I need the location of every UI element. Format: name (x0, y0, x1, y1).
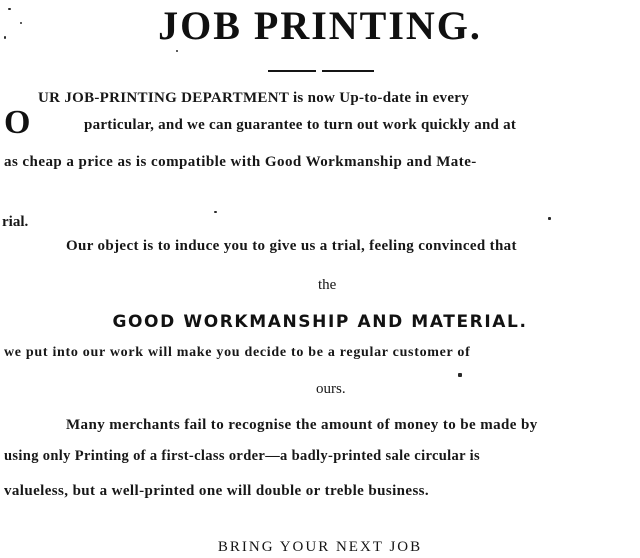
paragraph-1-line-1-text: UR JOB-PRINTING DEPARTMENT is now Up-to-date in every (38, 90, 470, 106)
print-speck (176, 50, 178, 52)
paragraph-4-line-2: using only Printing of a first-class order—a badly-printed sale circular is (4, 448, 481, 464)
paragraph-3-line-2: ours. (316, 381, 346, 397)
paragraph-1-line-4: rial. (2, 214, 29, 230)
print-speck (8, 8, 11, 10)
paragraph-2-line-1: Our object is to induce you to give us a trial, feeling convinced that (66, 238, 517, 254)
drop-cap: O (4, 104, 31, 141)
headline-divider-left (268, 70, 316, 72)
paragraph-3-line-1: we put into our work will make you decide to be a regular customer of (4, 345, 471, 360)
bring-your-next-job: BRING YOUR NEXT JOB (217, 539, 423, 555)
paragraph-4-line-3: valueless, but a well-printed one will double or treble business. (4, 483, 430, 499)
print-speck (548, 217, 551, 220)
advertisement-headline: JOB PRINTING. (158, 3, 482, 48)
headline-divider-right (322, 70, 374, 72)
paragraph-1-line-3: as cheap a price as is compatible with Good Workmanship and Mate- (4, 154, 477, 170)
paragraph-4-line-1: Many merchants fail to recognise the amount of money to be made by (66, 417, 538, 433)
print-speck (20, 22, 22, 24)
good-workmanship-heading: GOOD WORKMANSHIP AND MATERIAL. (112, 312, 528, 332)
paragraph-1-line-2: particular, and we can guarantee to turn out work quickly and at (84, 117, 517, 133)
print-speck (4, 36, 6, 39)
paragraph-2-line-2: the (318, 277, 337, 293)
print-speck (214, 211, 217, 213)
paragraph-1-line-1 (38, 89, 636, 107)
print-speck (458, 373, 462, 377)
